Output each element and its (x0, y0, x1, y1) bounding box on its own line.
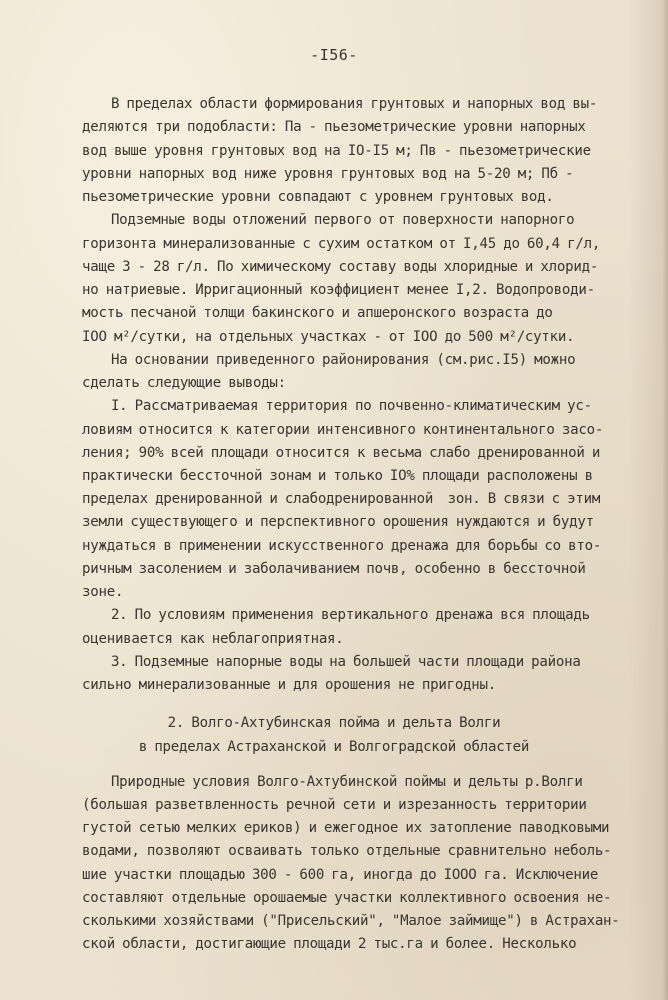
section-heading: в пределах Астраханской и Волгоградской областей (138, 739, 530, 755)
text-line: зоне. (82, 584, 124, 600)
text-line: (большая разветвленность речной сети и изрезанность территории (82, 797, 587, 813)
text-line: пределах дренированной и слабодренированной зон. В связи с этим (82, 491, 601, 507)
text-line: густой сетью мелких ериков) и ежегодное их затопление паводковыми (82, 820, 610, 836)
text-line: оценивается как неблагоприятная. (82, 631, 344, 647)
text-line: I. Рассматриваемая территория по почвенно-климатическим ус- (82, 398, 592, 414)
text-line: 3. Подземные напорные воды на большей части площади района (82, 654, 581, 670)
text-line: водами, позволяют осваивать только отдельные сравнительно неболь- (82, 843, 612, 859)
text-line: горизонта минерализованные с сухим остатком от I,45 до 60,4 г/л, (82, 236, 601, 252)
text-line: составляют отдельные орошаемые участки коллективного освоения не- (82, 890, 612, 906)
text-line: но натриевые. Ирригационный коэффициент менее I,2. Водопроводи- (82, 282, 595, 298)
text-line: мость песчаной толщи бакинского и апшеронского возраста до (82, 305, 553, 321)
text-line: ления; 90% всей площади относится к весьма слабо дренированной и (82, 445, 601, 461)
paper-edge-shadow (662, 0, 668, 1000)
text-line: ской области, достигающие площади 2 тыс.га и более. Несколько (82, 936, 577, 952)
text-line: сделать следующие выводы: (82, 375, 286, 391)
text-line: ричным засолением и заболачиванием почв, особенно в бессточной (82, 561, 586, 577)
text-line: ловиям относится к категории интенсивного континентального засо- (82, 422, 604, 438)
text-line: IOO м²/сутки, на отдельных участках - от IOO до 500 м²/сутки. (82, 329, 575, 345)
text-line: Природные условия Волго-Ахтубинской поймы и дельты р.Волги (82, 774, 583, 790)
text-line: сколькими хозяйствами ("Присельский", "Малое займище") в Астрахан- (82, 913, 620, 929)
text-line: сильно минерализованные и для орошения не пригодны. (82, 677, 496, 693)
text-line: уровни напорных вод ниже уровня грунтовых вод на 5-20 м; Пб - (82, 166, 574, 182)
text-line: Подземные воды отложений первого от поверхности напорного (82, 212, 575, 228)
page-number: -I56- (310, 46, 358, 64)
text-line: деляются три подобласти: Па - пьезометрические уровни напорных (82, 119, 586, 135)
text-line: пьезометрические уровни совпадают с уровнем грунтовых вод. (82, 189, 554, 205)
text-line: чаще 3 - 28 г/л. По химическому составу воды хлоридные и хлорид- (82, 259, 599, 275)
text-line: земли существующего и перспективного орошения нуждаются и будут (82, 514, 594, 530)
section-heading: 2. Волго-Ахтубинская пойма и дельта Волги (167, 715, 501, 731)
text-line: шие участки площадью 300 - 600 га, иногда до IOOO га. Исключение (82, 867, 599, 883)
text-line: На основании приведенного районирования (см.рис.I5) можно (82, 352, 576, 368)
text-line: нуждаться в применении искусственного дренажа для борьбы со вто- (82, 538, 602, 554)
text-line: В пределах области формирования грунтовых и напорных вод вы- (82, 96, 598, 112)
text-line: практически бессточной зонам и только IO% площади расположены в (82, 468, 593, 484)
text-line: 2. По условиям применения вертикального дренажа вся площадь (82, 607, 590, 623)
text-line: вод выше уровня грунтовых вод на IO-I5 м; Пв - пьезометрические (82, 143, 591, 159)
